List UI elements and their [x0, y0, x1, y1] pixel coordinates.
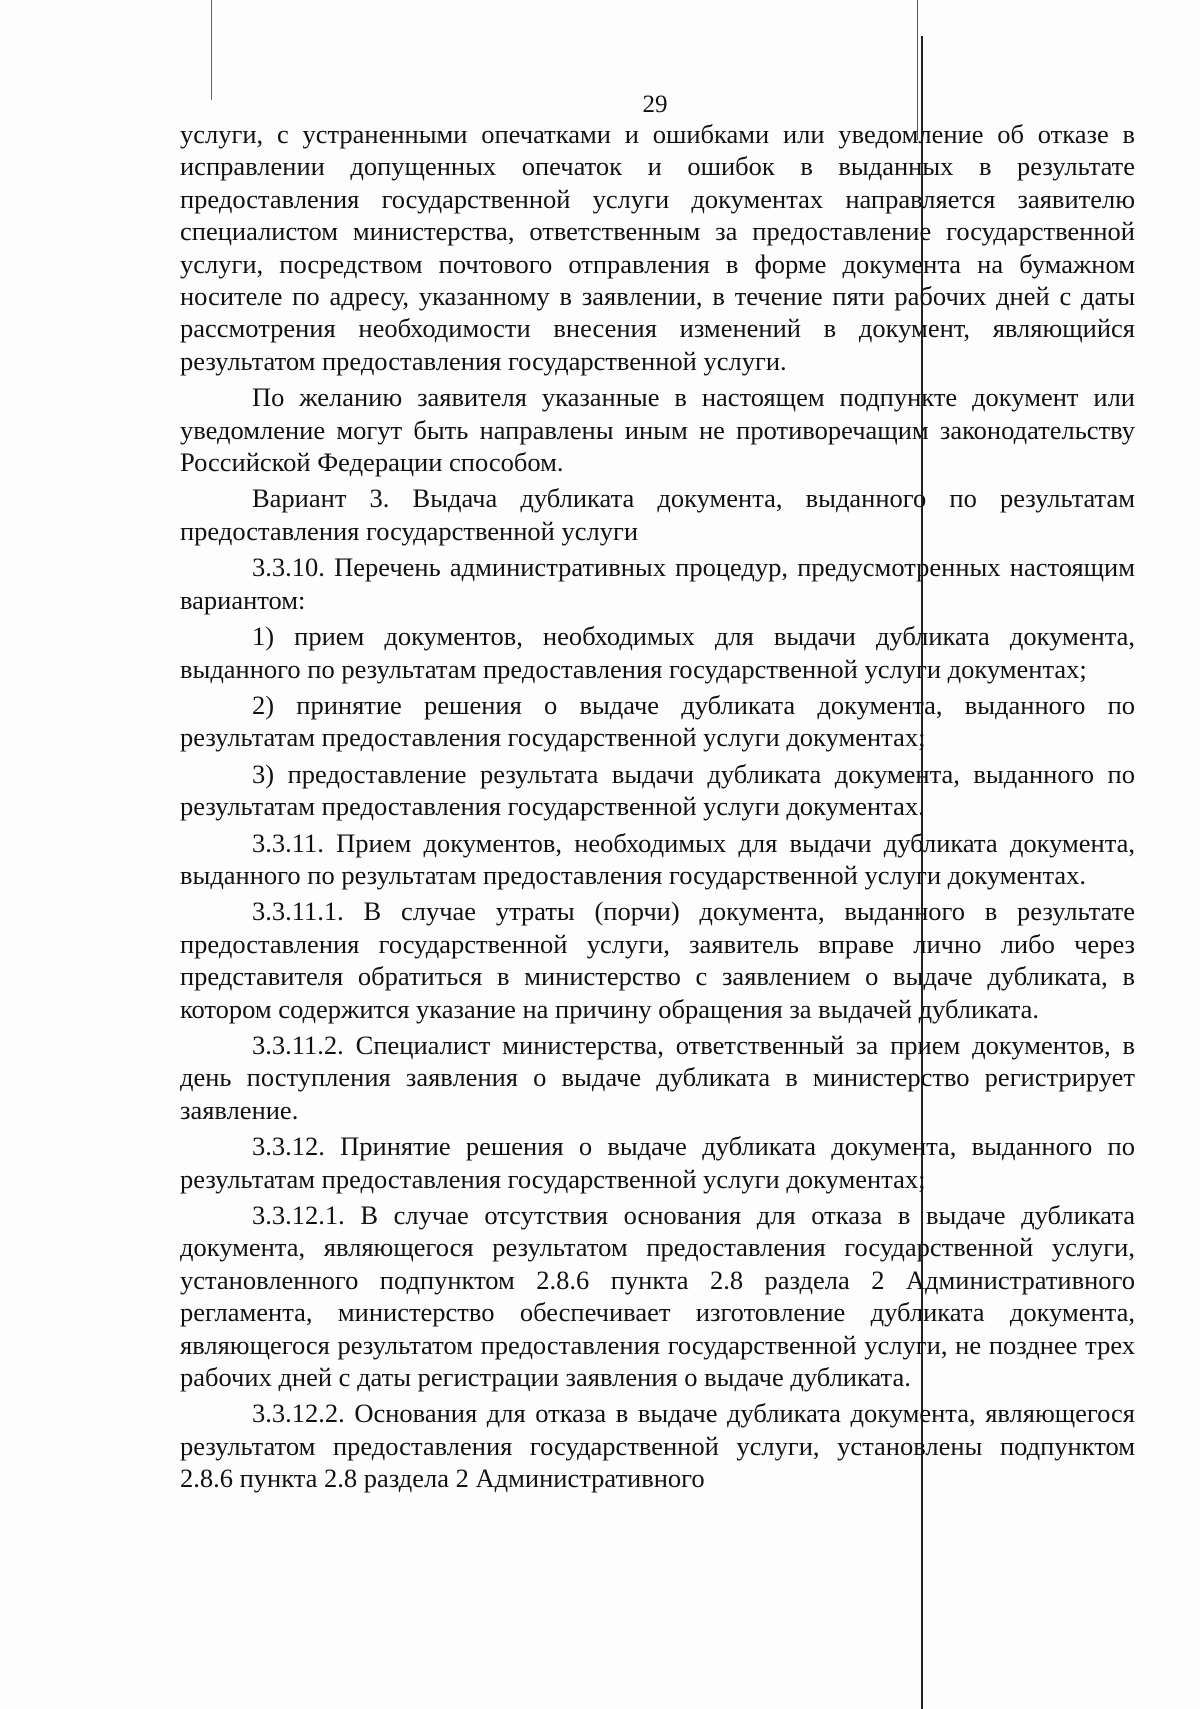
- list-item: 2) принятие решения о выдаче дубликата документа, выданного по результатам предоставления государственной услуги документах;: [180, 689, 1135, 753]
- paragraph: 3.3.12.2. Основания для отказа в выдаче дубликата документа, являющегося результатом предоставления государственной услуги, установлены подпунктом 2.8.6 пункта 2.8 раздела 2 Административного: [180, 1398, 1135, 1494]
- paragraph: 3.3.11. Прием документов, необходимых для выдачи дубликата документа, выданного по результатам предоставления государственной услуги документах.: [180, 827, 1135, 890]
- paragraph: По желанию заявителя указанные в настоящем подпункте документ или уведомление могут быть направлены иным не противоречащим законодательству Российской Федерации способом.: [180, 382, 1135, 478]
- paragraph: 3.3.12.1. В случае отсутствия основания для отказа в выдаче дубликата документа, являющегося результатом предоставления государственной услуги, установленного подпунктом 2.8.6 пункта 2.8 раздела 2 Административного регламента, министерство обеспечивает изготовление дубликата документа, являющегося результатом предоставления государственной услуги, не позднее трех рабочих дней с даты регистрации заявления о выдаче дубликата.: [180, 1200, 1135, 1393]
- list-item: 1) прием документов, необходимых для выдачи дубликата документа, выданного по результатам предоставления государственной услуги документах;: [180, 621, 1135, 684]
- scan-artifact-line: [211, 0, 212, 100]
- section-heading: Вариант 3. Выдача дубликата документа, выданного по результатам предоставления государственной услуги: [180, 483, 1135, 546]
- paragraph: 3.3.11.2. Специалист министерства, ответственный за прием документов, в день поступления заявления о выдаче дубликата в министерство регистрирует заявление.: [180, 1029, 1135, 1125]
- paragraph: 3.3.10. Перечень административных процедур, предусмотренных настоящим вариантом:: [180, 552, 1135, 615]
- page-number: 29: [642, 91, 668, 118]
- list-item: 3) предоставление результата выдачи дубликата документа, выданного по результатам предоставления государственной услуги документах.: [180, 758, 1135, 822]
- paragraph: услуги, с устраненными опечатками и ошибками или уведомление об отказе в исправлении допущенных опечаток и ошибок в выданных в результате предоставления государственной услуги документах направляется заявителю специалистом министерства, ответственным за предоставление государственной услуги, посредством почтового отправления в форме документа на бумажном носителе по адресу, указанному в заявлении, в течение пяти рабочих дней с даты рассмотрения необходимости внесения изменений в документ, являющийся результатом предоставления государственной услуги.: [180, 119, 1135, 376]
- paragraph: 3.3.12. Принятие решения о выдаче дубликата документа, выданного по результатам предоставления государственной услуги документах;: [180, 1131, 1135, 1194]
- document-body: [180, 118, 1135, 1495]
- paragraph: 3.3.11.1. В случае утраты (порчи) документа, выданного в результате предоставления государственной услуги, заявитель вправе лично либо через представителя обратиться в министерство с заявлением о выдаче дубликата, в котором содержится указание на причину обращения за выдачей дубликата.: [180, 896, 1135, 1024]
